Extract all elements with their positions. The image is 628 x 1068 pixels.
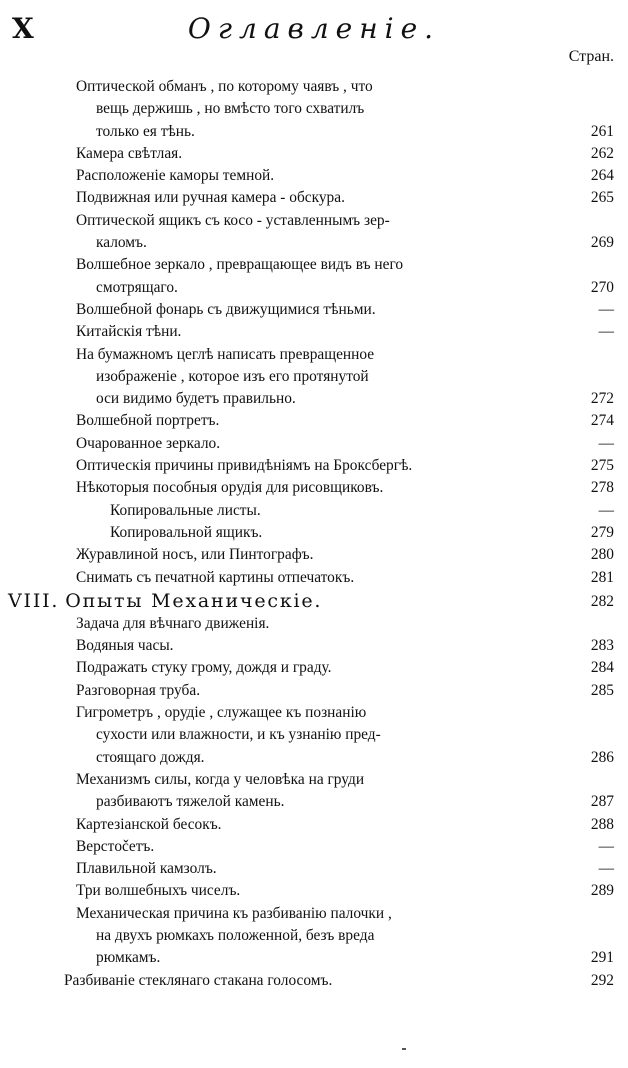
toc-entry-text: Волшебной фонарь съ движущимися тѣньми.: [76, 300, 376, 318]
toc-entry-text: рюмкамъ.: [96, 949, 161, 967]
toc-page-number: —: [598, 501, 614, 519]
toc-line: [0, 836, 628, 858]
toc-page-number: —: [598, 300, 614, 318]
toc-entry-text: Оптической обманъ , по которому чаявъ , что: [76, 78, 373, 95]
toc-line: [0, 410, 628, 432]
toc-line: [0, 769, 628, 791]
toc-page-number: 265: [590, 189, 614, 207]
toc-page-number: —: [598, 434, 614, 452]
toc-line: [0, 702, 628, 724]
section-title: Опыты Механическіе.: [65, 589, 323, 612]
toc-entry-text: только ея тѣнь.: [96, 122, 195, 140]
toc-page-number: 275: [590, 457, 614, 475]
toc-entry-text: на двухъ рюмкахъ положенной, безъ вреда: [96, 926, 375, 944]
page-header: [0, 6, 628, 46]
toc-entry-text: оси видимо будетъ правильно.: [96, 390, 296, 408]
toc-page-number: 261: [590, 122, 614, 140]
toc-page-number: 287: [590, 793, 614, 811]
toc-entry-text: Оптической ящикъ съ косо - уставленнымъ зер-: [76, 211, 390, 229]
page-number: X: [12, 12, 34, 45]
toc-line: [0, 747, 628, 769]
toc-entry-text: Три волшебныхъ чиселъ.: [76, 882, 241, 900]
toc-page-number: 274: [590, 412, 614, 430]
toc-line: [0, 724, 628, 746]
toc-line: [0, 344, 628, 366]
table-of-contents: [0, 76, 628, 992]
toc-page-number: —: [598, 837, 614, 855]
toc-entry-text: Механизмъ силы, когда у человѣка на груди: [76, 770, 365, 788]
toc-line: [0, 613, 628, 635]
toc-page-number: 291: [590, 949, 614, 967]
toc-entry-text: Разговорная труба.: [76, 681, 201, 699]
toc-line: [0, 880, 628, 902]
toc-line: [0, 814, 628, 836]
toc-line: [0, 121, 628, 143]
toc-entry-text: каломъ.: [96, 234, 147, 252]
toc-line: [0, 277, 628, 299]
toc-page-number: —: [598, 323, 614, 341]
toc-entry-text: смотрящаго.: [96, 278, 178, 296]
toc-page-number: 292: [590, 971, 614, 989]
toc-entry-text: Очарованное зеркало.: [76, 434, 221, 452]
section-page-number: 282: [590, 592, 614, 610]
toc-page-number: 269: [590, 234, 614, 252]
toc-entry-text: Оптическія причины привидѣніямъ на Броксбергѣ.: [76, 457, 413, 475]
toc-entry-text: Механическая причина къ разбиванію палочки ,: [76, 904, 392, 922]
toc-line: [0, 254, 628, 276]
toc-line: [0, 388, 628, 410]
toc-line: [0, 433, 628, 455]
toc-page-number: 289: [590, 882, 614, 900]
toc-line: [0, 791, 628, 813]
toc-line: [0, 680, 628, 702]
toc-page-number: 278: [590, 479, 614, 497]
toc-entry-text: Копировальные листы.: [110, 501, 261, 519]
toc-line: [0, 299, 628, 321]
toc-page-number: 262: [590, 144, 614, 162]
toc-page-number: 284: [590, 659, 614, 677]
toc-entry-text: Верстočетъ.: [76, 837, 155, 855]
toc-entry-text: разбиваютъ тяжелой камень.: [96, 793, 285, 811]
toc-line: [0, 522, 628, 544]
toc-entry-text: Копировальной ящикъ.: [110, 523, 263, 541]
toc-line: [0, 657, 628, 679]
toc-line: [0, 567, 628, 589]
page-title: Оглавленіе.: [187, 12, 441, 45]
pages-column-label: Стран.: [568, 48, 614, 65]
toc-line: [0, 455, 628, 477]
toc-entry-text: Подвижная или ручная камера - обскура.: [76, 189, 345, 207]
section-heading: [0, 589, 628, 613]
toc-page-number: 283: [590, 637, 614, 655]
toc-entry-text: стоящаго дождя.: [96, 748, 205, 766]
toc-page-number: 288: [590, 815, 614, 833]
toc-line: [0, 232, 628, 254]
toc-page-number: 286: [590, 748, 614, 766]
toc-entry-text: Картезіанской бесокъ.: [76, 815, 222, 833]
toc-line: [0, 947, 628, 969]
toc-entry-text: Расположеніе каморы темной.: [76, 167, 275, 185]
toc-entry-text: Задача для вѣчнаго движенія.: [76, 614, 270, 632]
page-mark: [402, 1048, 406, 1050]
toc-line: [0, 76, 628, 98]
toc-line: [0, 165, 628, 187]
toc-page-number: 270: [590, 278, 614, 296]
toc-line: [0, 500, 628, 522]
toc-line: [0, 477, 628, 499]
toc-entry-text: вещь держишь , но вмѣсто того схватилъ: [96, 100, 365, 118]
toc-entry-text: Снимать съ печатной картины отпечатокъ.: [76, 568, 355, 586]
toc-line: [0, 321, 628, 343]
toc-line: [0, 970, 628, 992]
toc-entry-text: Разбиваніе стеклянаго стакана голосомъ.: [64, 971, 333, 989]
toc-page-number: 272: [590, 390, 614, 408]
toc-entry-text: Подражать стуку грому, дождя и граду.: [76, 659, 332, 677]
toc-page-number: 279: [590, 523, 614, 541]
toc-entry-text: Плавильной камзолъ.: [76, 860, 217, 878]
toc-entry-text: Журавлиной носъ, или Пинтографъ.: [76, 546, 314, 564]
toc-page-number: 281: [590, 568, 614, 586]
toc-entry-text: Гигрометръ , орудіе , служащее къ познанію: [76, 704, 367, 722]
toc-entry-text: Волшебное зеркало , превращающее видъ въ него: [76, 256, 404, 274]
toc-line: [0, 858, 628, 880]
toc-entry-text: сухости или влажности, и къ узнанію пред-: [96, 726, 381, 744]
toc-line: [0, 143, 628, 165]
toc-entry-text: На бумажномъ цеглѣ написать превращенное: [76, 345, 375, 363]
toc-line: [0, 635, 628, 657]
toc-page-number: 264: [590, 167, 614, 185]
toc-line: [0, 210, 628, 232]
toc-line: [0, 925, 628, 947]
toc-entry-text: Волшебной портретъ.: [76, 412, 220, 430]
toc-entry-text: Камера свѣтлая.: [76, 144, 183, 162]
toc-line: [0, 98, 628, 120]
toc-entry-text: Нѣкоторыя пособныя орудія для рисовщиковъ.: [76, 479, 384, 497]
toc-page-number: 285: [590, 681, 614, 699]
toc-line: [0, 903, 628, 925]
toc-line: [0, 366, 628, 388]
section-roman-numeral: VIII.: [8, 589, 60, 612]
toc-line: [0, 544, 628, 566]
toc-entry-text: Китайскія тѣни.: [76, 323, 182, 341]
toc-page-number: —: [598, 860, 614, 878]
toc-entry-text: Водяныя часы.: [76, 637, 174, 655]
toc-line: [0, 187, 628, 209]
toc-page-number: 280: [590, 546, 614, 564]
toc-entry-text: изображеніе , которое изъ его протянутой: [96, 367, 369, 385]
